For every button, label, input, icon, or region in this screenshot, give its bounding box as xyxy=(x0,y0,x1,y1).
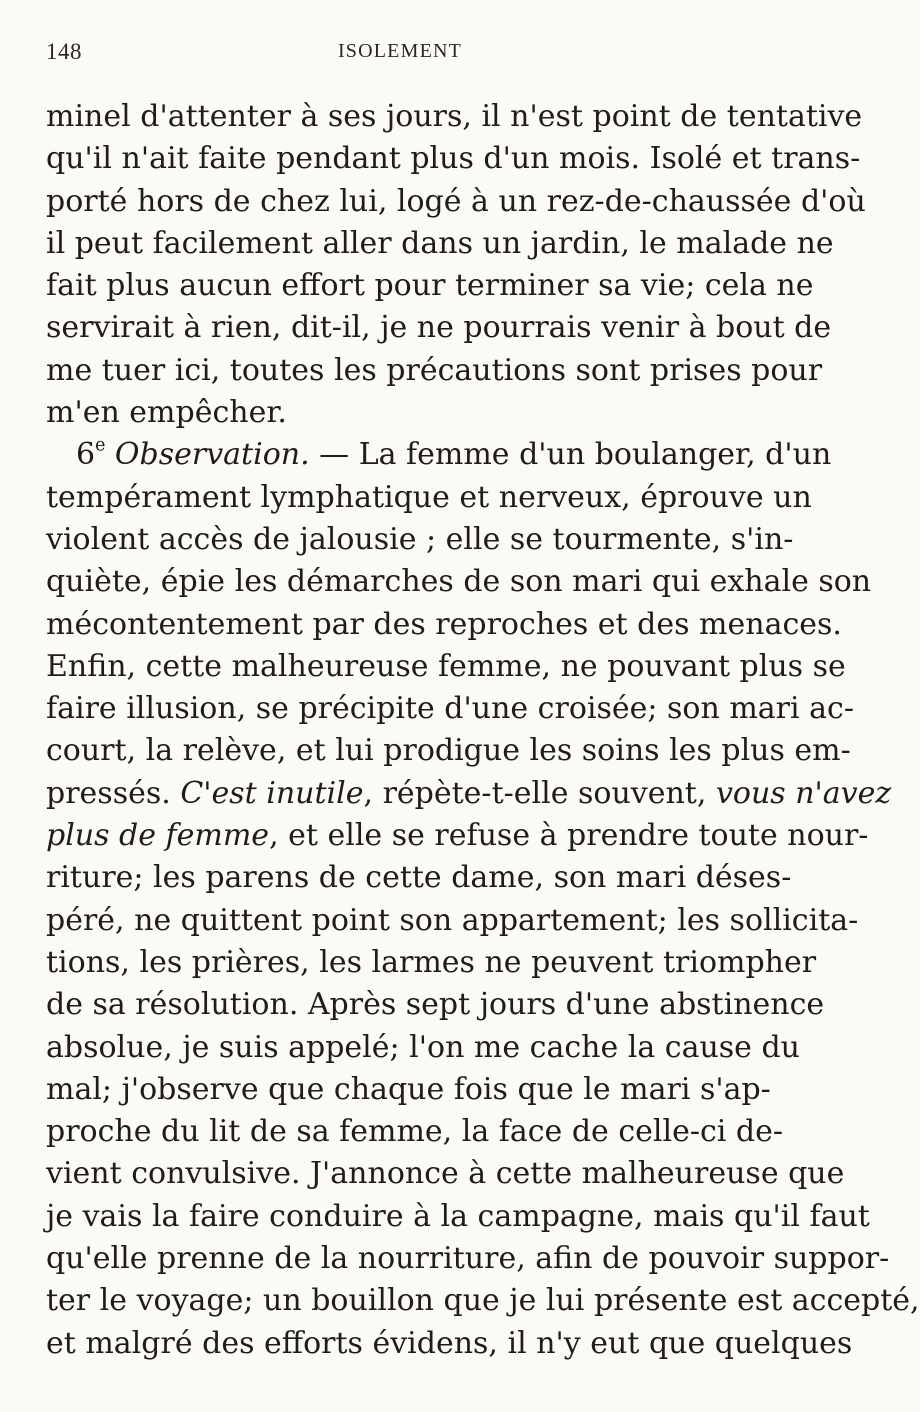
text-line: ter le voyage; un bouillon que je lui présente est accepté, xyxy=(46,1283,920,1319)
text-line xyxy=(46,773,892,815)
observation-heading-line xyxy=(46,434,832,476)
italic-quote: C'est inutile xyxy=(180,775,364,811)
page-header xyxy=(46,39,754,79)
text-line: vient convulsive. J'annonce à cette malheureuse que xyxy=(46,1156,845,1192)
text-line: qu'elle prenne de la nourriture, afin de pouvoir suppor- xyxy=(46,1241,890,1277)
observation-number: 6 xyxy=(76,437,96,473)
text-line: je vais la faire conduire à la campagne, mais qu'il faut xyxy=(46,1198,870,1234)
text-line: Enfin, cette malheureuse femme, ne pouvant plus se xyxy=(46,648,846,684)
text-line: minel d'attenter à ses jours, il n'est point de tentative xyxy=(46,99,863,134)
text-line: tions, les prières, les larmes ne peuvent triompher xyxy=(46,944,817,980)
text-run: , et elle se refuse à prendre toute nour- xyxy=(269,818,869,854)
text-run: — La femme d'un boulanger, d'un xyxy=(309,437,832,473)
text-line: mécontentement par des reproches et des menaces. xyxy=(46,606,842,642)
observation-ordinal-suffix: e xyxy=(95,435,106,456)
italic-quote: vous n'avez xyxy=(715,775,892,811)
text-line: porté hors de chez lui, logé à un rez-de-chaussée d'où xyxy=(46,183,866,219)
text-line: riture; les parens de cette dame, son mari déses- xyxy=(46,860,792,896)
text-line: faire illusion, se précipite d'une croisée; son mari ac- xyxy=(46,691,854,727)
text-line: il peut facilement aller dans un jardin, le malade ne xyxy=(46,225,834,261)
text-line: absolue, je suis appelé; l'on me cache la cause du xyxy=(46,1029,800,1065)
text-line: tempérament lymphatique et nerveux, éprouve un xyxy=(46,479,812,515)
text-line: fait plus aucun effort pour terminer sa vie; cela ne xyxy=(46,268,814,304)
text-line: mal; j'observe que chaque fois que le mari s'ap- xyxy=(46,1071,771,1107)
text-run: , répète-t-elle souvent, xyxy=(363,775,716,811)
text-line: de sa résolution. Après sept jours d'une abstinence xyxy=(46,987,825,1023)
text-run: pressés. xyxy=(46,775,181,811)
body-text xyxy=(46,96,920,1365)
text-line: court, la relève, et lui prodigue les soins les plus em- xyxy=(46,733,851,769)
text-line: proche du lit de sa femme, la face de celle-ci de- xyxy=(46,1114,784,1150)
text-line: servirait à rien, dit-il, je ne pourrais venir à bout de xyxy=(46,310,832,346)
text-line: péré, ne quittent point son appartement; les sollicita- xyxy=(46,902,859,938)
text-line xyxy=(46,815,869,857)
text-line: violent accès de jalousie ; elle se tourmente, s'in- xyxy=(46,521,794,557)
text-line: qu'il n'ait faite pendant plus d'un mois. Isolé et trans- xyxy=(46,141,861,177)
text-line: et malgré des efforts évidens, il n'y eut que quelques xyxy=(46,1325,853,1361)
italic-quote: plus de femme xyxy=(46,818,270,854)
running-title: ISOLEMENT xyxy=(337,40,463,62)
text-line: m'en empêcher. xyxy=(46,395,287,431)
observation-label: Observation. xyxy=(105,437,310,473)
text-line: me tuer ici, toutes les précautions sont prises pour xyxy=(46,352,823,388)
page-number: 148 xyxy=(46,39,82,64)
text-line: quiète, épie les démarches de son mari qui exhale son xyxy=(46,564,872,600)
